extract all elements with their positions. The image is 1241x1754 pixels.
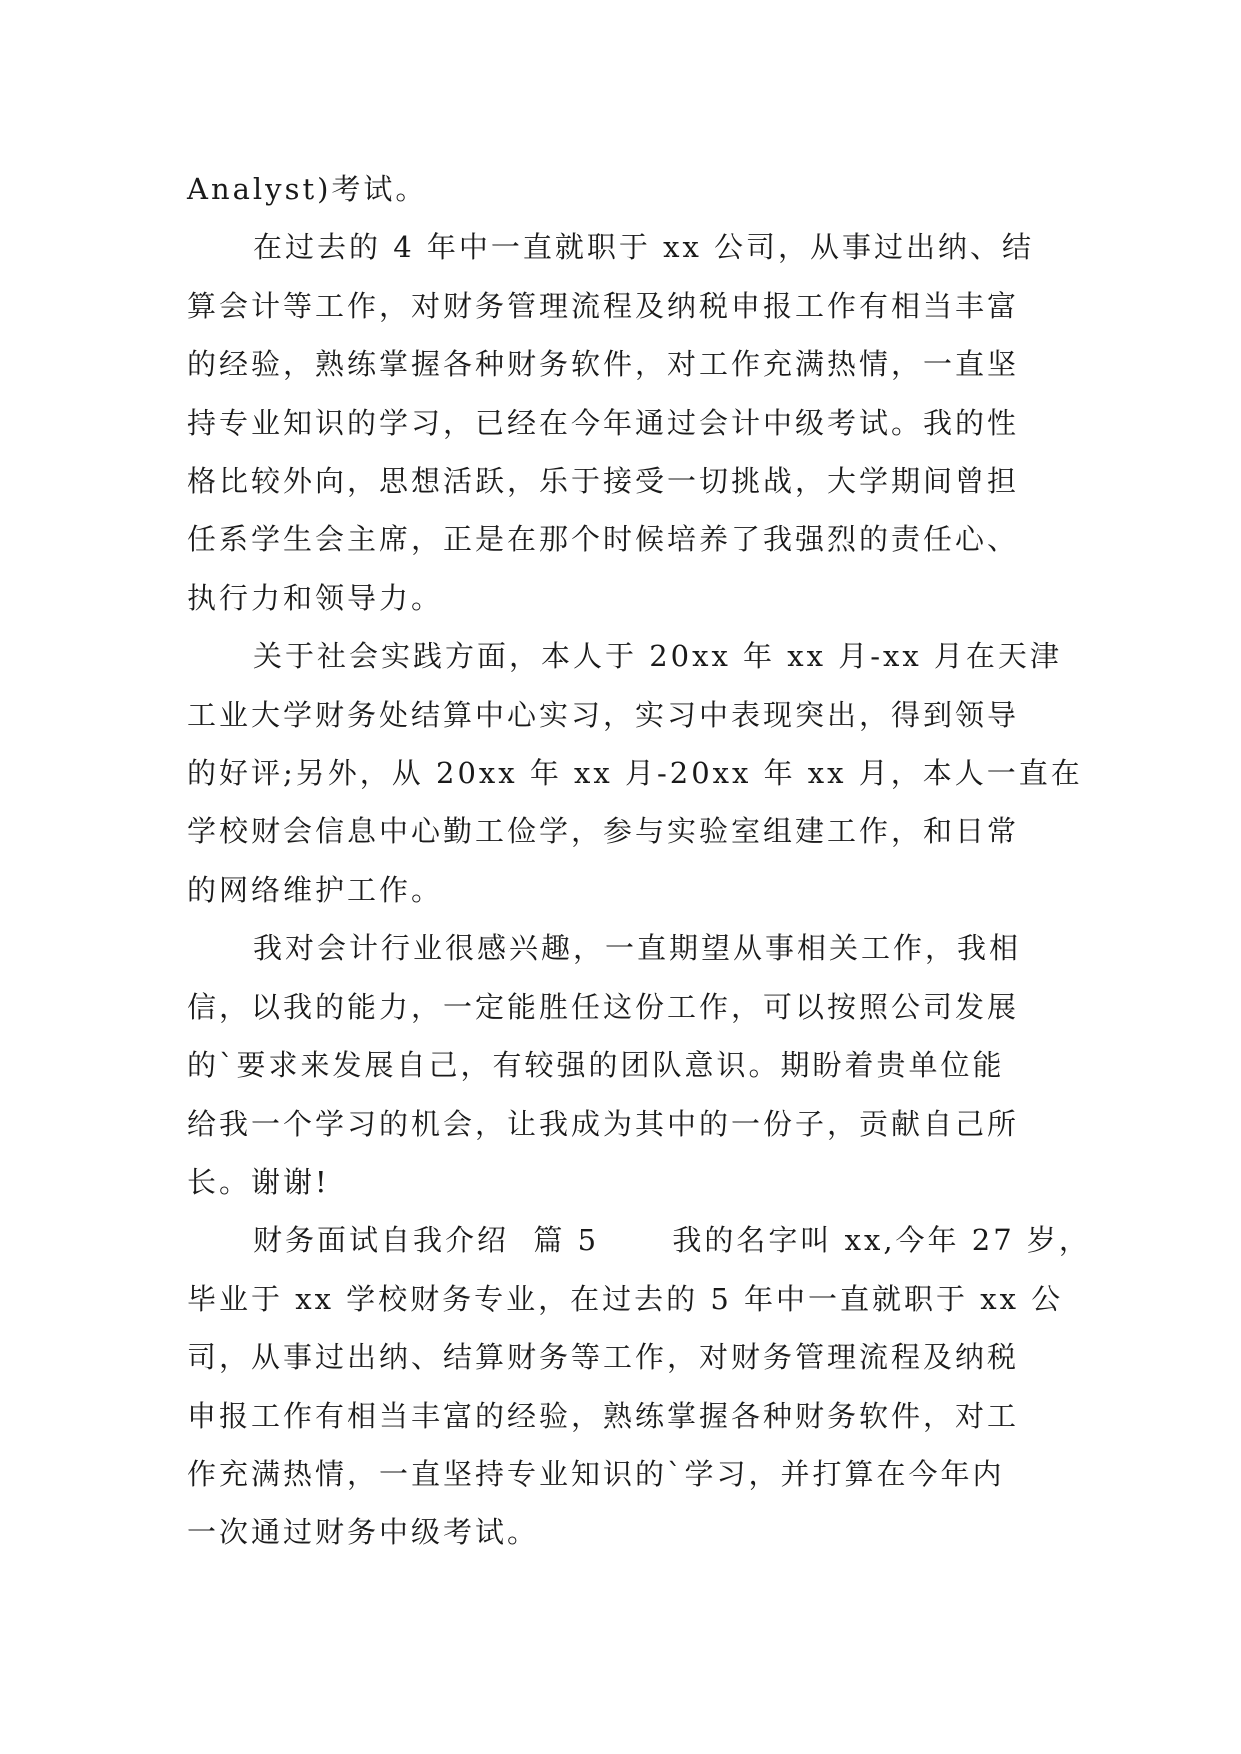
- text-line: 执行力和领导力。: [187, 580, 444, 615]
- text-line: 司，从事过出纳、结算财务等工作，对财务管理流程及纳税: [187, 1340, 1020, 1375]
- document-body: [187, 160, 1091, 1562]
- text-line: 关于社会实践方面，本人于 20xx 年 xx 月-xx 月在天津: [253, 639, 1062, 674]
- text-line: 格比较外向，思想活跃，乐于接受一切挑战，大学期间曾担: [187, 464, 1020, 499]
- text-line: 的网络维护工作。: [187, 872, 444, 907]
- text-line: 毕业于 xx 学校财务专业，在过去的 5 年中一直就职于 xx 公: [187, 1281, 1064, 1316]
- text-line: Analyst)考试。: [187, 172, 428, 206]
- text-line: 持专业知识的学习，已经在今年通过会计中级考试。我的性: [187, 405, 1020, 440]
- paragraph-social-practice: [187, 627, 1083, 919]
- text-line: 工业大学财务处结算中心实习，实习中表现突出，得到领导: [187, 697, 1020, 732]
- text-line: 的经验，熟练掌握各种财务软件，对工作充满热情，一直坚: [187, 347, 1020, 382]
- text-line: 作充满热情，一直坚持专业知识的`学习，并打算在今年内: [187, 1456, 1005, 1491]
- text-line: 我对会计行业很感兴趣，一直期望从事相关工作，我相: [253, 931, 1022, 966]
- text-line: 信，以我的能力，一定能胜任这份工作，可以按照公司发展: [187, 989, 1020, 1024]
- text-line: 在过去的 4 年中一直就职于 xx 公司，从事过出纳、结: [253, 230, 1035, 265]
- text-line: 申报工作有相当丰富的经验，熟练掌握各种财务软件，对工: [187, 1398, 1020, 1433]
- text-line: 任系学生会主席，正是在那个时候培养了我强烈的责任心、: [187, 522, 1020, 557]
- paragraph-section-5: [187, 1211, 1091, 1561]
- text-line: 一次通过财务中级考试。: [187, 1515, 540, 1550]
- text-line: 算会计等工作，对财务管理流程及纳税申报工作有相当丰富: [187, 288, 1020, 323]
- paragraph-continuation: [187, 160, 1067, 218]
- paragraph-work-experience: [187, 218, 1067, 627]
- text-line: 长。谢谢!: [187, 1164, 330, 1199]
- text-line: 的`要求来发展自己，有较强的团队意识。期盼着贵单位能: [187, 1048, 1005, 1083]
- text-line: 财务面试自我介绍 篇 5 我的名字叫 xx,今年 27 岁，: [253, 1223, 1091, 1258]
- text-line: 的好评;另外，从 20xx 年 xx 月-20xx 年 xx 月，本人一直在: [187, 756, 1083, 791]
- text-line: 给我一个学习的机会，让我成为其中的一份子，贡献自己所: [187, 1106, 1020, 1141]
- paragraph-motivation: [187, 919, 1067, 1211]
- text-line: 学校财会信息中心勤工俭学，参与实验室组建工作，和日常: [187, 814, 1020, 849]
